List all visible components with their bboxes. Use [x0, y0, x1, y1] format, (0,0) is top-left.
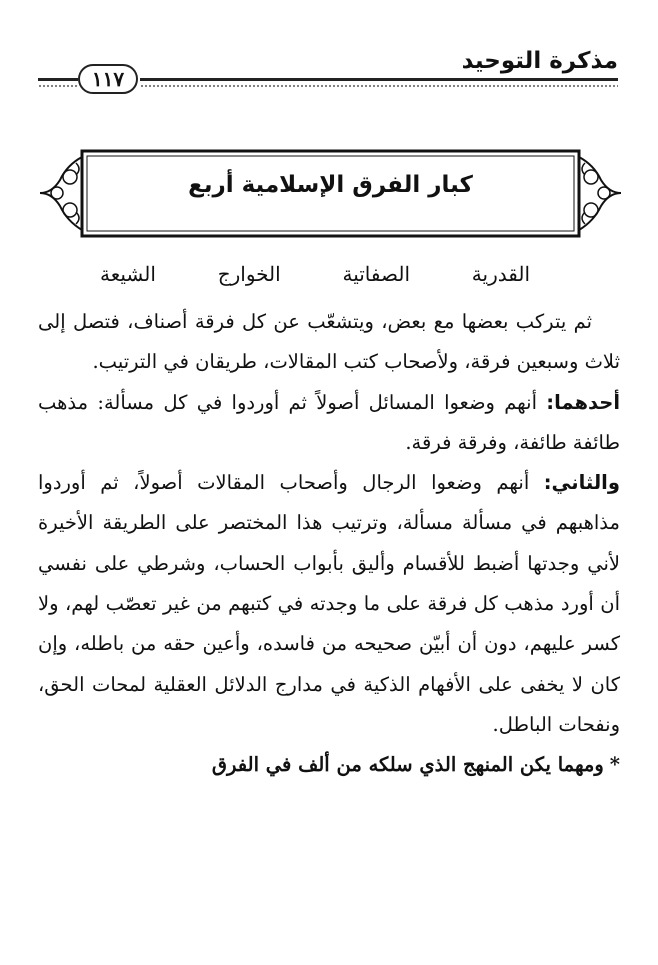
- paragraph-1: ثم يتركب بعضها مع بعض، ويتشعّب عن كل فرقة أصناف، فتصل إلى ثلاث وسبعين فرقة، ولأصحاب كتب المقالات، طريقان في الترتيب.: [38, 310, 620, 374]
- chapter-title: كبار الفرق الإسلامية أربع: [188, 172, 473, 198]
- paragraph-2: [38, 383, 620, 464]
- sect-item: الصفاتية: [342, 262, 411, 286]
- chapter-title-frame: [32, 145, 629, 242]
- running-title: مذكرة التوحيد: [461, 48, 618, 74]
- sect-item: الشيعة: [100, 262, 156, 286]
- header-dots-right: [140, 84, 618, 88]
- paragraph-2-text: أنهم وضعوا المسائل أصولاً ثم أوردوا في كل مسألة: مذهب طائفة طائفة، وفرقة فرقة.: [38, 390, 620, 454]
- sect-item: القدرية: [471, 262, 530, 286]
- header-dots-left: [38, 84, 78, 88]
- sect-item: الخوارج: [217, 262, 281, 286]
- page-header: [38, 48, 618, 108]
- body-text: [38, 302, 620, 786]
- header-rule-left: [38, 78, 78, 81]
- paragraph-2-term: أحدهما:: [546, 390, 620, 414]
- paragraph-3-term: والثاني:: [543, 471, 620, 495]
- star-icon: *: [609, 753, 620, 777]
- paragraph-3-text: أنهم وضعوا الرجال وأصحاب المقالات أصولاً، ثم أوردوا مذاهبهم في مسألة مسألة، وترتيب هذا المختصر على الطريقة الأخيرة لأني وجدتها أضبط للأقسام وأليق بأبواب الحساب، وشرطي على نفسي أن أورد مذهب كل فرقة على ما وجدته في كتبهم من غير تعصّب لهم، ولا كسر عليهم، دون أن أبيّن صحيحه من فاسده، وأعين حقه من باطله، وإن كان لا يخفى على الأفهام الذكية في مدارج الدلائل العقلية لمحات الحق، ونفحات الباطل.: [38, 471, 620, 736]
- header-rule-right: [140, 78, 618, 81]
- sects-list: [100, 262, 530, 286]
- paragraph-3: [38, 463, 620, 745]
- paragraph-4-text: ومهما يكن المنهج الذي سلكه من ألف في الفرق: [211, 753, 604, 777]
- page-number: ١١٧: [78, 64, 138, 94]
- paragraph-4: [38, 745, 620, 785]
